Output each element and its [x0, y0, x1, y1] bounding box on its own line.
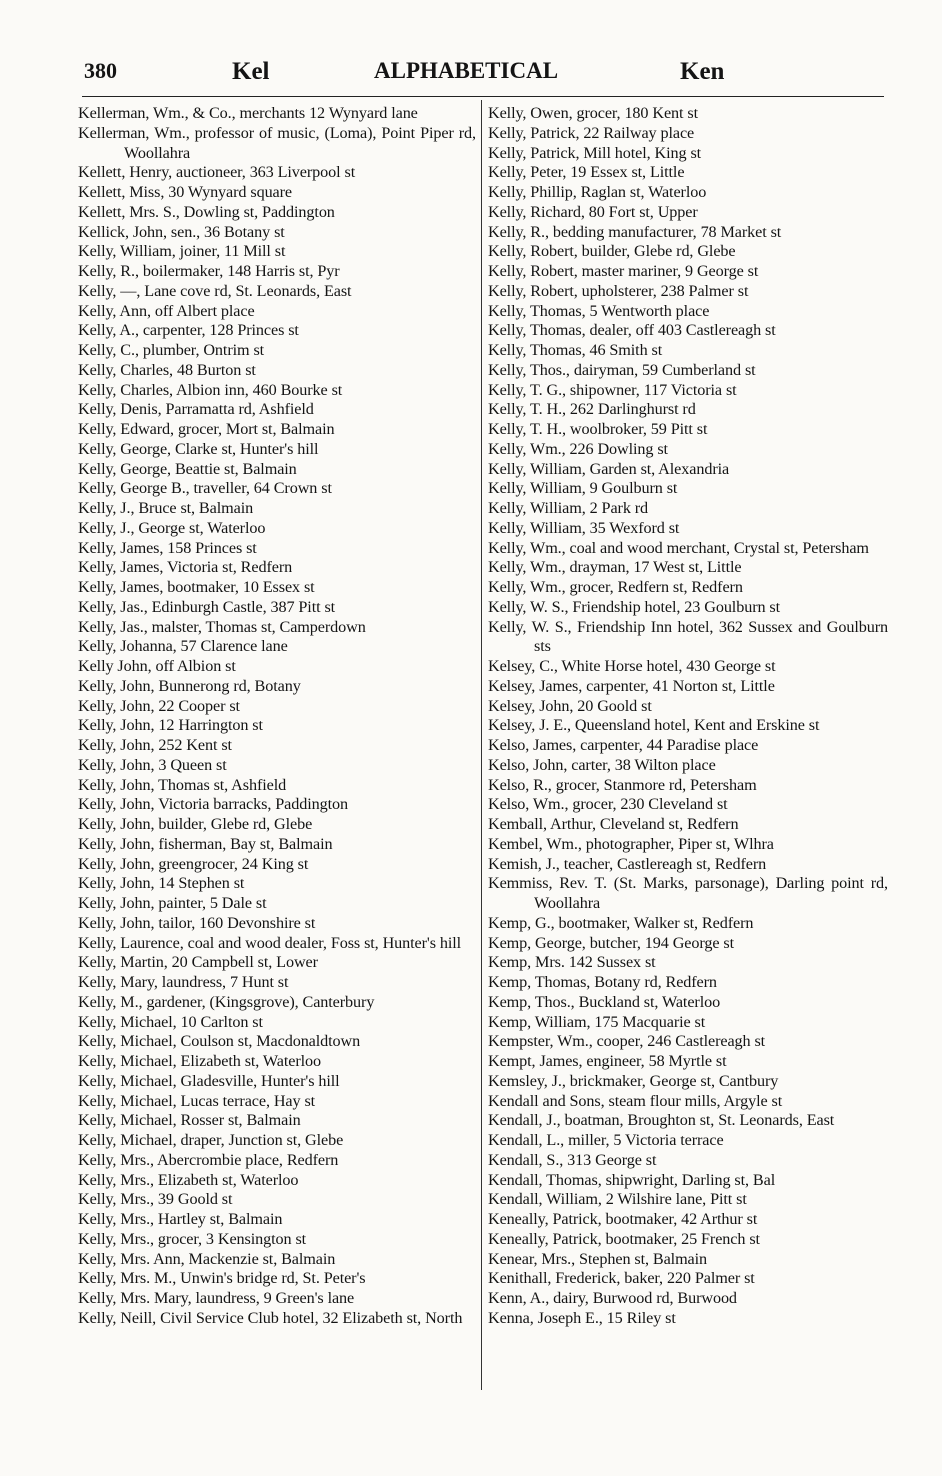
directory-entry: Kelly, A., carpenter, 128 Princes st	[78, 321, 299, 340]
directory-entry: Kelly, Patrick, Mill hotel, King st	[488, 143, 702, 162]
directory-entry: Kelly, M., gardener, (Kingsgrove), Canterbury	[78, 992, 375, 1011]
directory-entry: Kelly, William, 9 Goulburn st	[488, 479, 678, 498]
directory-entry: Kelly, John, 12 Harrington st	[78, 716, 263, 735]
directory-entry: Kelly, John, Victoria barracks, Paddington	[78, 795, 348, 814]
directory-entry: Kelly, Michael, 10 Carlton st	[78, 1012, 263, 1031]
directory-entry: Kelly, Neill, Civil Service Club hotel, 32 Elizabeth st, North	[78, 1308, 463, 1327]
directory-entry: Kemp, Thomas, Botany rd, Redfern	[488, 973, 717, 991]
directory-entry: Kelly, Thomas, dealer, off 403 Castlereagh st	[488, 321, 776, 340]
directory-entry: Kelly, W. S., Friendship Inn hotel, 362 Sussex and Goulburn sts	[488, 617, 888, 656]
directory-entry: Kemp, G., bootmaker, Walker st, Redfern	[488, 913, 754, 932]
directory-entry: Kelly, —, Lane cove rd, St. Leonards, East	[78, 281, 352, 300]
directory-column-left	[78, 104, 476, 1329]
directory-entry: Kellerman, Wm., & Co., merchants 12 Wynyard lane	[78, 104, 418, 122]
directory-entry: Kelly, Richard, 80 Fort st, Upper	[488, 202, 698, 221]
header-rule	[82, 96, 884, 97]
directory-entry: Kelly, T. G., shipowner, 117 Victoria st	[488, 380, 737, 399]
directory-entry: Kelly, Thomas, 46 Smith st	[488, 341, 663, 359]
directory-entry: Kelly, James, Victoria st, Redfern	[78, 558, 293, 577]
header-right-guide-word: Ken	[680, 58, 725, 85]
directory-entry: Keneally, Patrick, bootmaker, 42 Arthur st	[488, 1210, 758, 1228]
directory-entry: Kemball, Arthur, Cleveland st, Redfern	[488, 815, 739, 833]
page-number: 380	[84, 58, 117, 83]
directory-entry: Kelly, W. S., Friendship hotel, 23 Goulburn st	[488, 597, 781, 616]
directory-entry: Kelso, R., grocer, Stanmore rd, Petersham	[488, 775, 757, 794]
directory-entry: Kelly, John, tailor, 160 Devonshire st	[78, 913, 316, 932]
directory-entry: Kelly, John, 14 Stephen st	[78, 874, 245, 893]
directory-entry: Kelly, Wm., grocer, Redfern st, Redfern	[488, 578, 743, 596]
directory-entry: Kelly, Thomas, 5 Wentworth place	[488, 301, 710, 320]
directory-entry: Kelly, Patrick, 22 Railway place	[488, 123, 695, 142]
directory-entry: Kempster, Wm., cooper, 246 Castlereagh st	[488, 1032, 766, 1051]
directory-entry: Kelly, Robert, master mariner, 9 George st	[488, 262, 759, 280]
directory-entry: Kellett, Mrs. S., Dowling st, Paddington	[78, 202, 335, 221]
directory-entry: Kelly, William, 2 Park rd	[488, 499, 649, 517]
column-divider	[481, 100, 482, 1390]
directory-entry: Kelsey, John, 20 Goold st	[488, 696, 652, 715]
directory-entry: Kelly, Laurence, coal and wood dealer, Foss st, Hunter's hill	[78, 933, 462, 952]
directory-entry: Kempt, James, engineer, 58 Myrtle st	[488, 1052, 727, 1070]
directory-entry: Kelly, Jas., malster, Thomas st, Camperdown	[78, 617, 366, 636]
directory-entry: Kelly, C., plumber, Ontrim st	[78, 341, 265, 359]
directory-entry: Kelly, Robert, builder, Glebe rd, Glebe	[488, 242, 736, 261]
directory-entry: Kelly, John, 252 Kent st	[78, 736, 232, 754]
header-title: ALPHABETICAL	[374, 58, 559, 83]
directory-entry: Kelly John, off Albion st	[78, 657, 236, 675]
directory-entry: Kelly, Mrs., Elizabeth st, Waterloo	[78, 1170, 299, 1189]
directory-entry: Kendall, J., boatman, Broughton st, St. Leonards, East	[488, 1111, 835, 1130]
directory-entry: Kendall, William, 2 Wilshire lane, Pitt st	[488, 1190, 747, 1209]
directory-entry: Kelly, Charles, Albion inn, 460 Bourke st	[78, 380, 343, 399]
directory-entry: Kelly, Wm., drayman, 17 West st, Little	[488, 558, 742, 577]
directory-entry: Kelly, John, fisherman, Bay st, Balmain	[78, 834, 333, 853]
directory-entry: Kemsley, J., brickmaker, George st, Cantbury	[488, 1071, 779, 1090]
directory-entry: Kelly, George B., traveller, 64 Crown st	[78, 479, 332, 498]
directory-entry: Kelly, John, painter, 5 Dale st	[78, 894, 267, 912]
directory-entry: Kelly, John, Thomas st, Ashfield	[78, 775, 287, 794]
directory-entry: Kemp, Mrs. 142 Sussex st	[488, 953, 656, 972]
directory-entry: Kelly, John, Bunnerong rd, Botany	[78, 676, 301, 695]
directory-entry: Kelly, Mrs., Abercrombie place, Redfern	[78, 1150, 339, 1169]
directory-entry: Kelsey, J. E., Queensland hotel, Kent and Erskine st	[488, 716, 820, 735]
directory-entry: Kemp, William, 175 Macquarie st	[488, 1012, 706, 1031]
directory-entry: Kelly, Charles, 48 Burton st	[78, 360, 256, 379]
directory-entry: Kelly, Mary, laundress, 7 Hunt st	[78, 973, 289, 991]
directory-entry: Kelly, George, Clarke st, Hunter's hill	[78, 439, 319, 458]
directory-entry: Kelly, Mrs., grocer, 3 Kensington st	[78, 1229, 307, 1248]
directory-entry: Kemish, J., teacher, Castlereagh st, Redfern	[488, 854, 767, 873]
directory-entry: Kelly, John, builder, Glebe rd, Glebe	[78, 815, 313, 833]
directory-entry: Kelly, John, greengrocer, 24 King st	[78, 854, 309, 873]
directory-entry: Kelly, Thos., dairyman, 59 Cumberland st	[488, 360, 756, 379]
directory-entry: Kelly, Mrs. Mary, laundress, 9 Green's lane	[78, 1289, 355, 1307]
directory-entry: Kemmiss, Rev. T. (St. Marks, parsonage), Darling point rd, Woollahra	[488, 874, 888, 912]
directory-entry: Kelly, Denis, Parramatta rd, Ashfield	[78, 400, 314, 419]
directory-entry: Kelly, Mrs. M., Unwin's bridge rd, St. Peter's	[78, 1269, 366, 1288]
directory-entry: Kenear, Mrs., Stephen st, Balmain	[488, 1249, 708, 1268]
directory-entry: Kelly, Michael, draper, Junction st, Glebe	[78, 1131, 344, 1149]
directory-entry: Kelly, Martin, 20 Campbell st, Lower	[78, 953, 318, 972]
directory-entry: Kellett, Miss, 30 Wynyard square	[78, 183, 293, 201]
directory-column-right	[488, 104, 888, 1329]
directory-entry: Kelly, Michael, Rosser st, Balmain	[78, 1111, 301, 1130]
directory-entry: Kelly, George, Beattie st, Balmain	[78, 459, 297, 478]
running-header	[84, 58, 884, 92]
directory-entry: Kendall, S., 313 George st	[488, 1150, 657, 1169]
directory-entry: Kelsey, James, carpenter, 41 Norton st, Little	[488, 676, 775, 695]
directory-entry: Kelly, Ann, off Albert place	[78, 301, 255, 320]
directory-entry: Kelly, Peter, 19 Essex st, Little	[488, 163, 685, 182]
directory-entry: Kelly, Michael, Elizabeth st, Waterloo	[78, 1052, 322, 1070]
directory-entry: Kenn, A., dairy, Burwood rd, Burwood	[488, 1289, 737, 1307]
directory-entry: Kelly, T. H., 262 Darlinghurst rd	[488, 400, 696, 419]
directory-entry: Kelly, John, 3 Queen st	[78, 755, 227, 774]
directory-entry: Kelly, Jas., Edinburgh Castle, 387 Pitt st	[78, 597, 336, 616]
directory-entry: Kelly, R., boilermaker, 148 Harris st, Pyr	[78, 262, 340, 280]
directory-entry: Kelly, Mrs. Ann, Mackenzie st, Balmain	[78, 1249, 336, 1268]
directory-entry: Kenithall, Frederick, baker, 220 Palmer st	[488, 1269, 755, 1288]
header-left-guide-word: Kel	[232, 58, 270, 85]
directory-entry: Kellerman, Wm., professor of music, (Loma), Point Piper rd, Woollahra	[78, 123, 476, 162]
directory-entry: Kembel, Wm., photographer, Piper st, Wlhra	[488, 834, 774, 853]
directory-entry: Kelly, Michael, Gladesville, Hunter's hill	[78, 1071, 340, 1090]
directory-entry: Kelso, Wm., grocer, 230 Cleveland st	[488, 795, 728, 814]
directory-entry: Kelly, John, 22 Cooper st	[78, 696, 240, 715]
directory-entry: Kelly, Wm., 226 Dowling st	[488, 439, 668, 458]
directory-entry: Kelly, Phillip, Raglan st, Waterloo	[488, 183, 707, 201]
directory-entry: Kelly, James, 158 Princes st	[78, 538, 257, 557]
directory-entry: Kelly, Michael, Lucas terrace, Hay st	[78, 1091, 316, 1110]
directory-entry: Kelly, Mrs., 39 Goold st	[78, 1190, 233, 1209]
directory-entry: Kelly, Johanna, 57 Clarence lane	[78, 637, 288, 656]
directory-entry: Kelly, T. H., woolbroker, 59 Pitt st	[488, 420, 708, 438]
directory-entry: Kelly, Owen, grocer, 180 Kent st	[488, 104, 698, 122]
directory-entry: Kenna, Joseph E., 15 Riley st	[488, 1308, 676, 1327]
directory-entry: Kendall, Thomas, shipwright, Darling st, Bal	[488, 1170, 776, 1189]
directory-entry: Kelly, Edward, grocer, Mort st, Balmain	[78, 420, 335, 438]
directory-entry: Kelly, William, joiner, 11 Mill st	[78, 242, 286, 261]
directory-entry: Kellett, Henry, auctioneer, 363 Liverpool st	[78, 163, 356, 182]
directory-entry: Kelso, John, carter, 38 Wilton place	[488, 755, 716, 774]
directory-entry: Kemp, George, butcher, 194 George st	[488, 933, 734, 952]
directory-entry: Kelly, Robert, upholsterer, 238 Palmer st	[488, 281, 749, 300]
directory-entry: Kelly, James, bootmaker, 10 Essex st	[78, 578, 315, 596]
directory-entry: Kelly, Mrs., Hartley st, Balmain	[78, 1210, 283, 1228]
directory-entry: Kelsey, C., White Horse hotel, 430 George st	[488, 657, 776, 675]
directory-entry: Kendall, L., miller, 5 Victoria terrace	[488, 1131, 724, 1149]
directory-entry: Kelly, Michael, Coulson st, Macdonaldtown	[78, 1032, 361, 1051]
directory-entry: Kemp, Thos., Buckland st, Waterloo	[488, 992, 721, 1011]
directory-entry: Kelly, J., George st, Waterloo	[78, 518, 266, 537]
directory-entry: Kelly, J., Bruce st, Balmain	[78, 499, 254, 517]
directory-entry: Kelly, R., bedding manufacturer, 78 Market st	[488, 222, 782, 241]
directory-entry: Keneally, Patrick, bootmaker, 25 French st	[488, 1229, 760, 1248]
directory-entry: Kelso, James, carpenter, 44 Paradise place	[488, 736, 759, 754]
directory-entry: Kelly, William, Garden st, Alexandria	[488, 459, 730, 478]
directory-entry: Kelly, Wm., coal and wood merchant, Crystal st, Petersham	[488, 538, 869, 557]
directory-entry: Kelly, William, 35 Wexford st	[488, 518, 680, 537]
directory-entry: Kendall and Sons, steam flour mills, Argyle st	[488, 1091, 783, 1110]
directory-entry: Kellick, John, sen., 36 Botany st	[78, 222, 285, 241]
